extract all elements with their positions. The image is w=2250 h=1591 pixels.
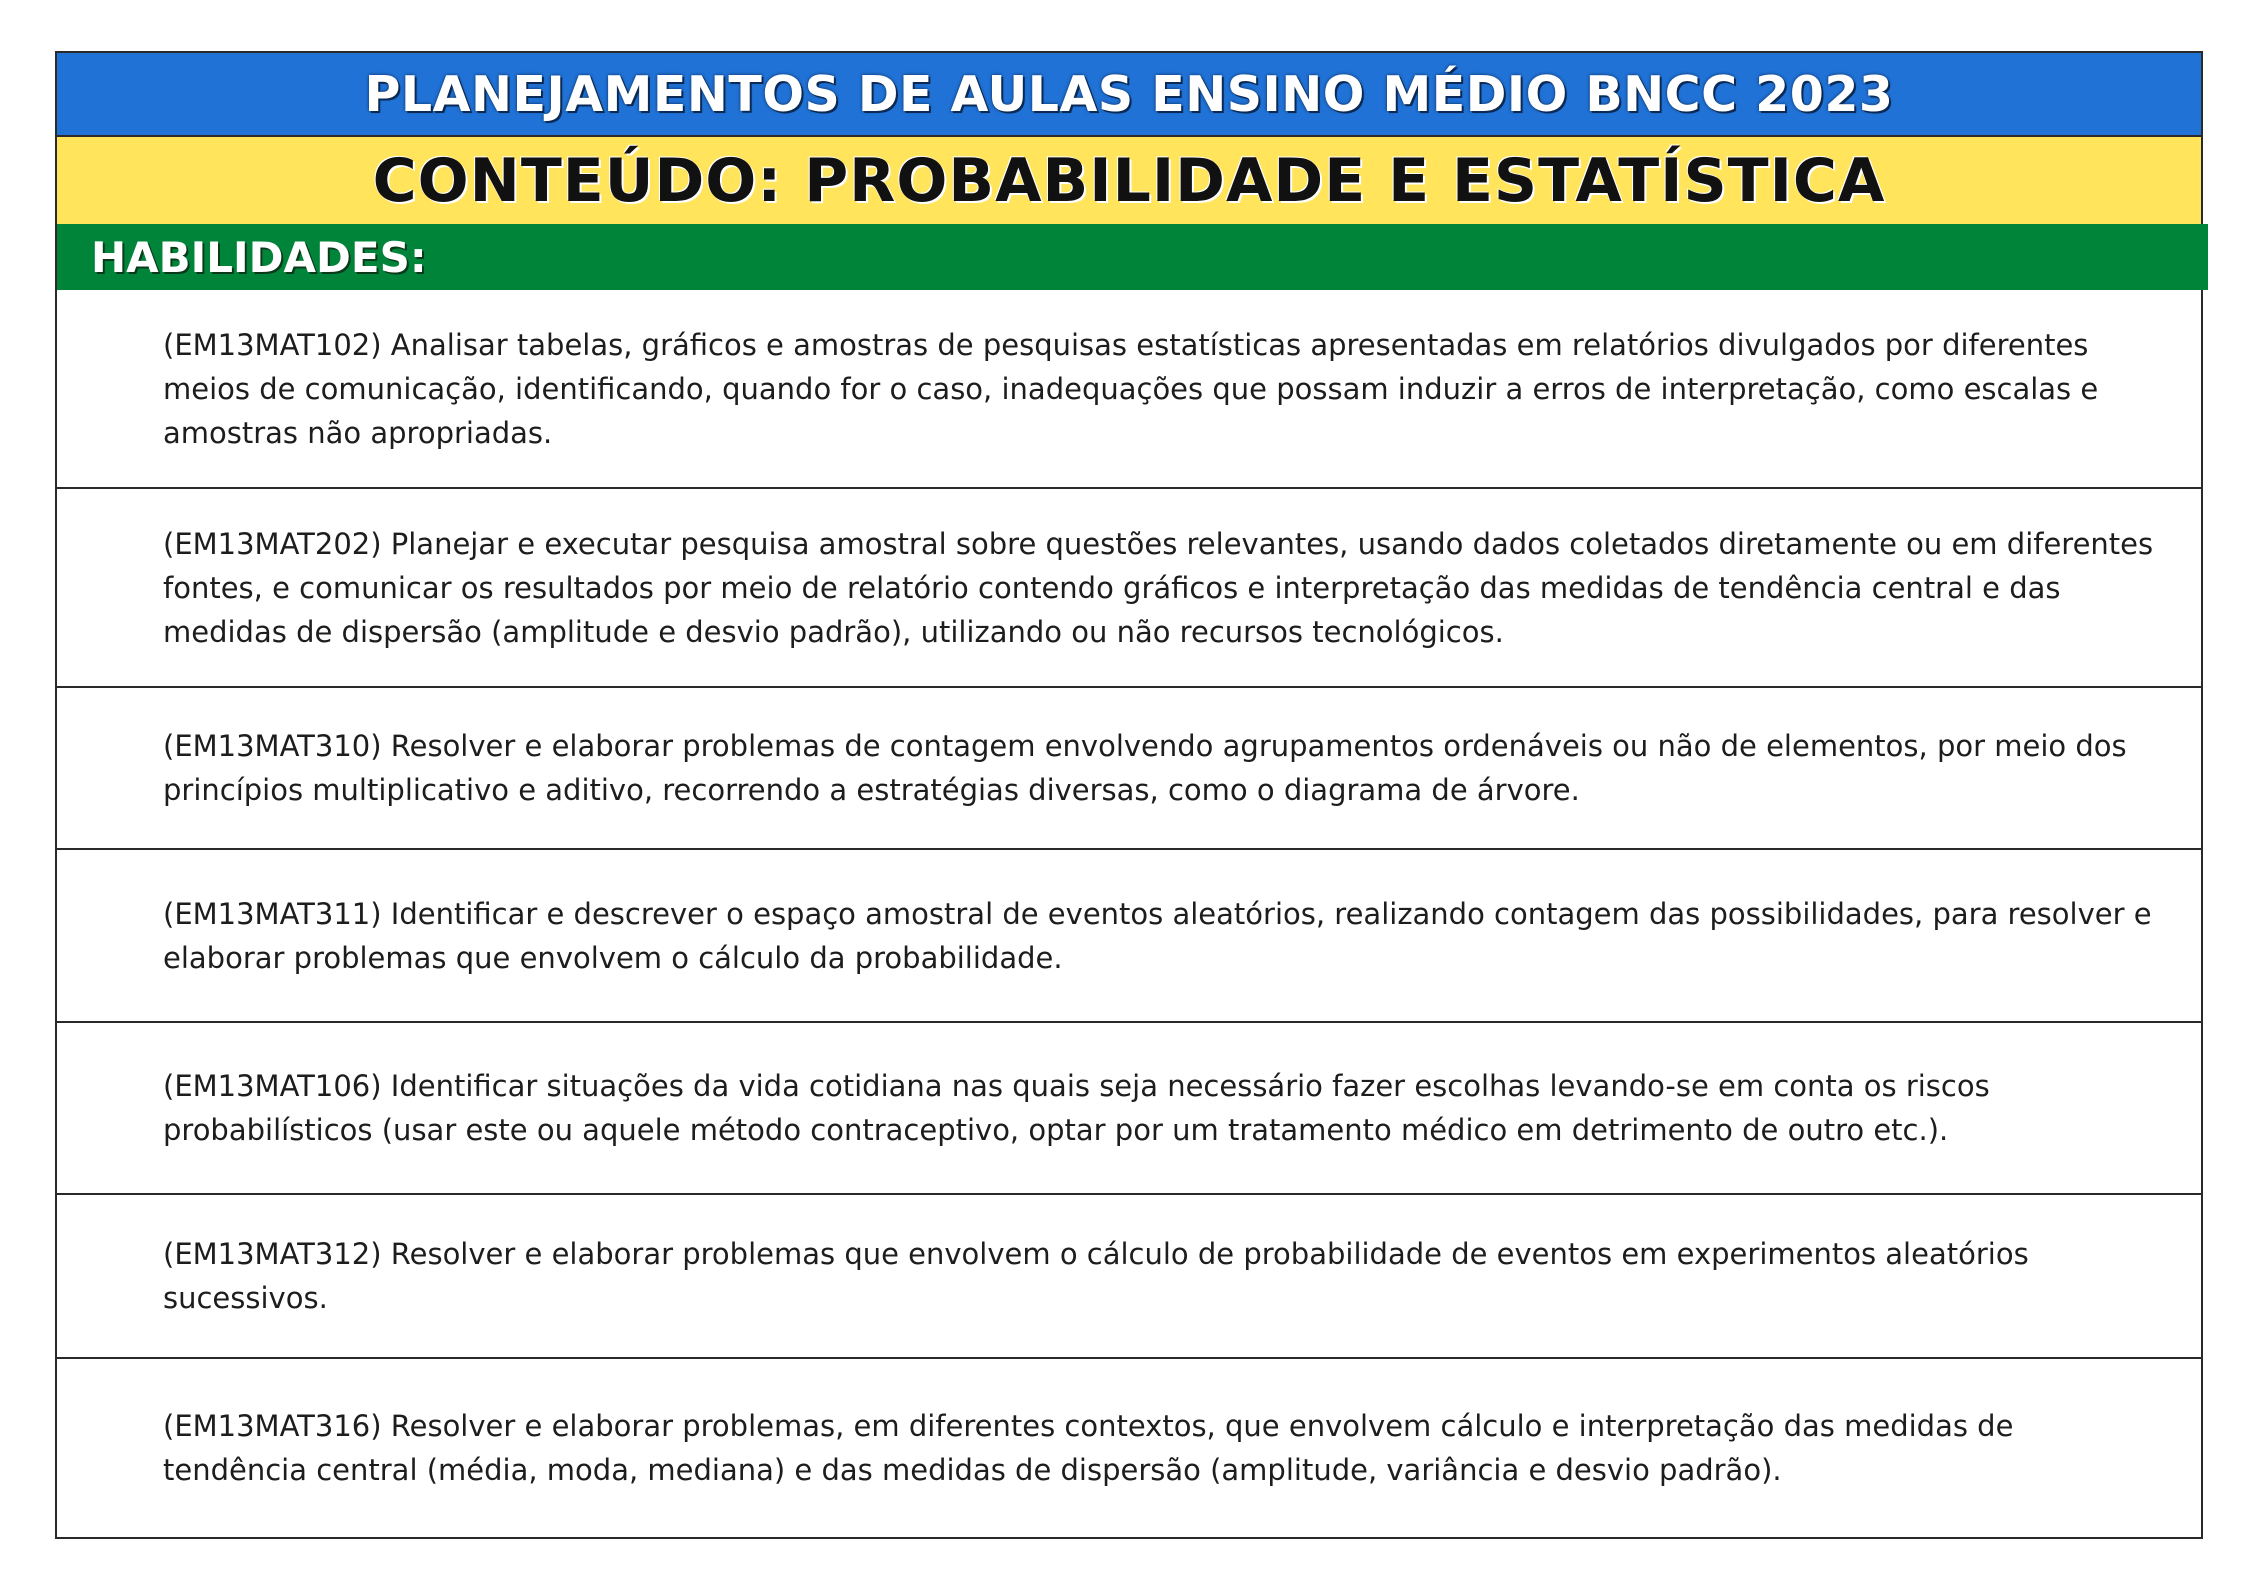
- lesson-plan-sheet: [55, 51, 2203, 1539]
- list-item: [57, 1359, 2201, 1537]
- list-item: [57, 850, 2201, 1023]
- skills-list: [57, 290, 2201, 1537]
- skill-text: (EM13MAT102) Analisar tabelas, gráficos e amostras de pesquisas estatísticas apresentadas em relatórios divulgados por diferentes meios de comunicação, identificando, quando for o caso, inadequações que possam induzir a erros de interpretação, como escalas e amostras não apropriadas.: [163, 327, 2099, 450]
- skill-text: (EM13MAT202) Planejar e executar pesquisa amostral sobre questões relevantes, usando dados coletados diretamente ou em diferentes fontes, e comunicar os resultados por meio de relatório contendo gráficos e interpretação das medidas de tendência central e das medidas de dispersão (amplitude e desvio padrão), utilizando ou não recursos tecnológicos.: [163, 526, 2154, 649]
- list-item: [57, 688, 2201, 850]
- list-item: [57, 489, 2201, 688]
- section-label: HABILIDADES:: [91, 232, 427, 282]
- content-subtitle: CONTEÚDO: PROBABILIDADE E ESTATÍSTICA: [372, 145, 1886, 216]
- list-item: [57, 290, 2201, 489]
- skill-text: (EM13MAT310) Resolver e elaborar problemas de contagem envolvendo agrupamentos ordenáveis ou não de elementos, por meio dos princípios multiplicativo e aditivo, recorrendo a estratégias diversas, como o diagrama de árvore.: [163, 729, 2127, 807]
- title-banner: [57, 53, 2201, 137]
- skill-text: (EM13MAT106) Identificar situações da vida cotidiana nas quais seja necessário fazer escolhas levando-se em conta os riscos probabilísticos (usar este ou aquele método contraceptivo, optar por um tratamento médico em detrimento de outro etc.).: [163, 1069, 1990, 1147]
- section-banner: [57, 224, 2208, 290]
- page-title: PLANEJAMENTOS DE AULAS ENSINO MÉDIO BNCC 2023: [364, 65, 1894, 123]
- skill-text: (EM13MAT311) Identificar e descrever o espaço amostral de eventos aleatórios, realizando contagem das possibilidades, para resolver e elaborar problemas que envolvem o cálculo da probabilidade.: [163, 896, 2152, 975]
- subtitle-banner: [57, 137, 2201, 224]
- list-item: [57, 1023, 2201, 1195]
- skill-text: (EM13MAT316) Resolver e elaborar problemas, em diferentes contextos, que envolvem cálculo e interpretação das medidas de tendência central (média, moda, mediana) e das medidas de dispersão (amplitude, variância e desvio padrão).: [163, 1409, 2014, 1487]
- list-item: [57, 1195, 2201, 1359]
- skill-text: (EM13MAT312) Resolver e elaborar problemas que envolvem o cálculo de probabilidade de eventos em experimentos aleatórios sucessivos.: [163, 1237, 2029, 1315]
